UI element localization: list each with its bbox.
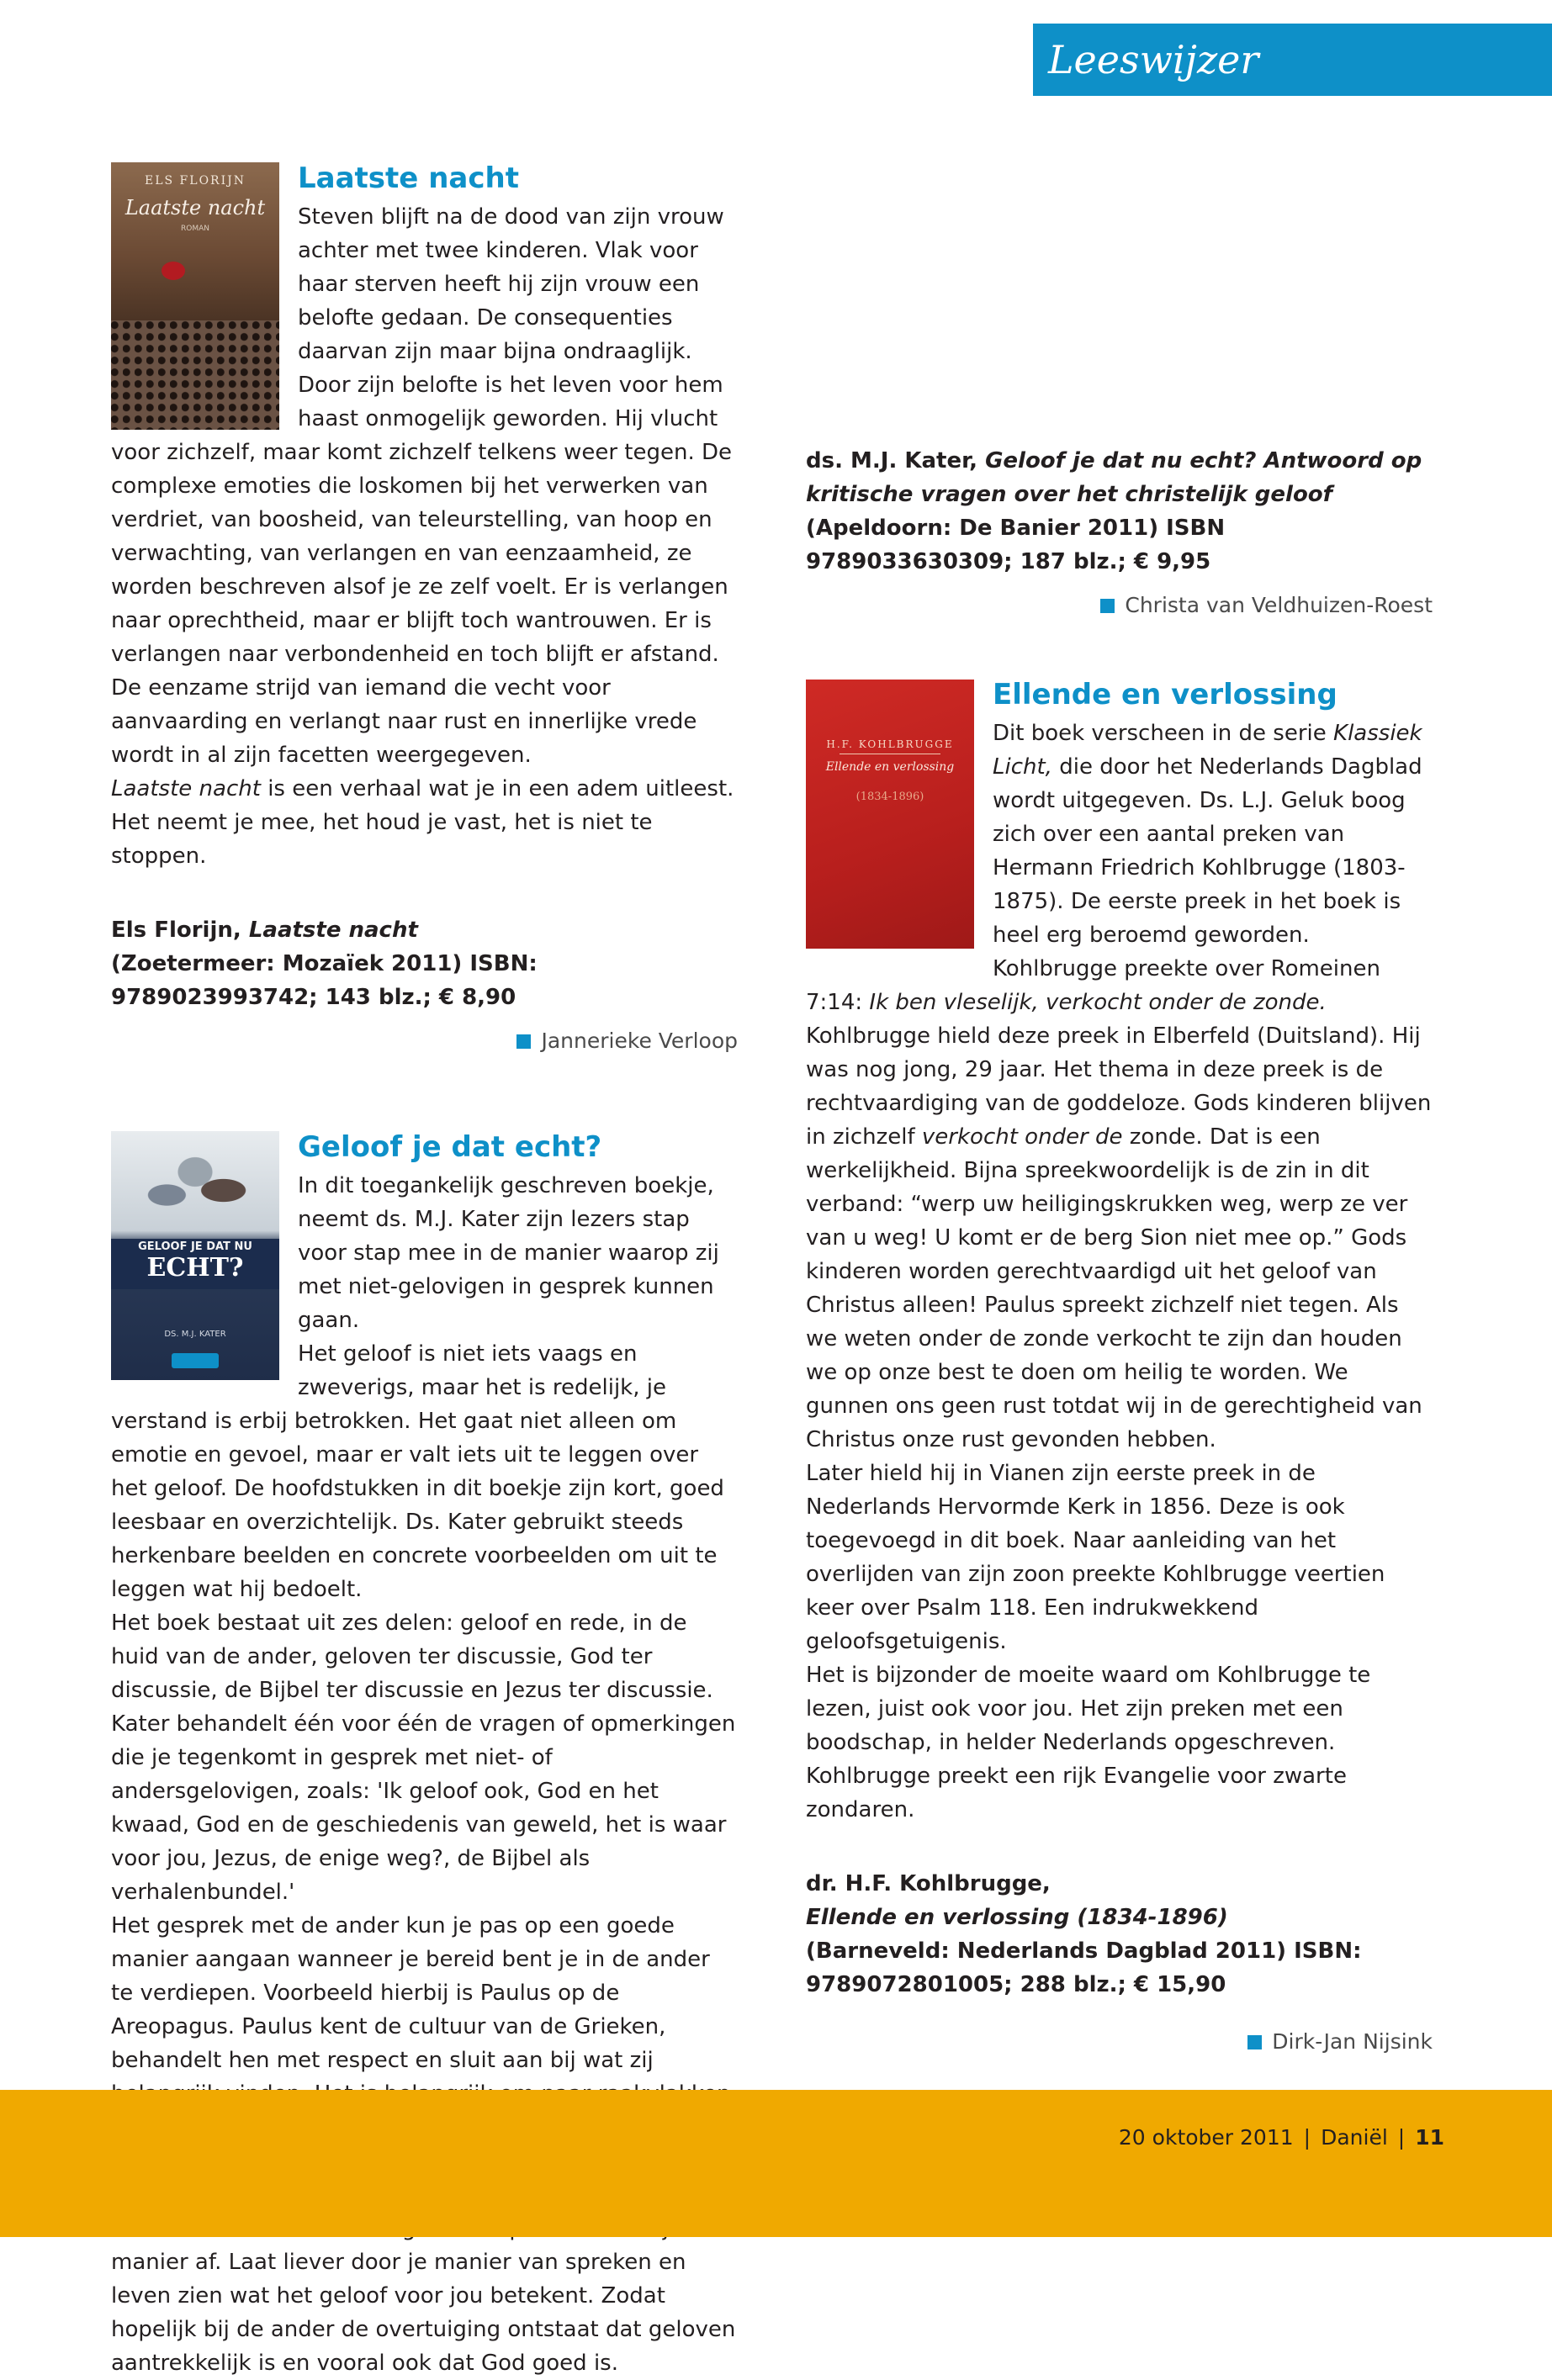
book-author: dr. H.F. Kohlbrugge,	[806, 1871, 1051, 1896]
publisher-logo-icon	[172, 1353, 219, 1368]
reviewer-name: Christa van Veldhuizen-Roest	[1125, 593, 1433, 617]
cover-title-line2: ECHT?	[146, 1253, 244, 1283]
book-cover-ellende-en-verlossing	[806, 680, 974, 949]
book-title: Geloof je dat nu echt? Antwoord op kritische vragen over het christelijk geloof	[806, 448, 1422, 507]
cover-author: H.F. KOHLBRUGGE	[826, 738, 954, 750]
page-number: 11	[1415, 2125, 1444, 2150]
cover-author: DS. M.J. KATER	[164, 1330, 226, 1339]
separator: |	[1397, 2125, 1406, 2150]
book-details	[806, 1867, 1433, 2002]
dress-illustration	[111, 320, 279, 430]
italic-phrase: verkocht onder de	[921, 1124, 1123, 1150]
text-run: zonde. Dat is een werkelijkheid. Bijna spreekwoordelijk is de zin in dit verband: “werp uw heiligingskrukken weg, werp ze ver van u weg! U komt er de berg Sion niet mee op.” Gods kinderen worden gerechtvaardigd uit het geloof van Christus alleen! Paulus spreekt zichzelf niet tegen. Als we weten onder de zonde verkocht te zijn dan houden we op onze best te doen om heilig te worden. We gunnen ons geen rust totdat wij in de gerechtigheid van Christus onze rust gevonden hebben.	[806, 1124, 1422, 1452]
book-publication: (Zoetermeer: Mozaïek 2011) ISBN: 9789023993742; 143 blz.; € 8,90	[111, 951, 538, 1010]
reviewer-credit	[111, 1024, 738, 1058]
review-paragraph: Het boek bestaat uit zes delen: geloof en rede, in de huid van de ander, geloven ter discussie, God ter discussie, de Bijbel ter discussie en Jezus ter discussie. Kater behandelt één voor één de vragen of opmerkingen die je tegenkomt in gesprek met niet- of andersgelovigen, zoals: 'Ik geloof ook, God en het kwaad, God en de geschiedenis van geweld, het is waar voor jou, Jezus, de enige weg?, de Bijbel als verhalenbundel.'	[111, 1610, 736, 1905]
separator: |	[1303, 2125, 1311, 2150]
series-name: Klassiek Licht,	[993, 721, 1422, 780]
review-title: Ellende en verlossing	[993, 678, 1337, 711]
book-author: ds. M.J. Kater,	[806, 448, 986, 473]
review-paragraph: Het gesprek met de ander kun je pas op een goede manier aangaan wanneer je bereid bent je in de ander te verdiepen. Voorbeeld hierbij is Paulus op de Areopagus. Paulus kent de cultuur van de Grieken, behandelt hen met respect en sluit aan bij wat zij manier af. Laat liever door je manier van spreken en leven zien wat het geloof voor jou betekent. Zodat hopelijk bij de ander de overtuiging ontstaat dat geloven aantrekkelijk is en vooral ook dat God goed is.	[111, 1913, 736, 2376]
review-paragraph: Steven blijft na de dood van zijn vrouw achter met twee kinderen. Vlak voor haar sterven heeft hij zijn vrouw een belofte gedaan. De consequenties daarvan zijn maar bijna ondraaglijk. Door zijn belofte is het leven voor hem haast onmogelijk geworden. Hij vlucht voor zichzelf, maar komt zichzelf telkens weer tegen. De complexe emoties die loskomen bij het verwerken van verdriet, van boosheid, van teleurstelling, van hoop en verwachting, van verlangen en van eenzaamheid, ze worden beschreven alsof je ze zelf voelt. Er is verlangen naar oprechtheid, maar er blijft toch wantrouwen. Er is verlangen naar verbondenheid en toch blijft er afstand. De eenzame strijd van iemand die vecht voor aanvaarding en verlangt naar rust en innerlijke vrede wordt in al zijn facetten weergegeven.	[111, 204, 733, 768]
right-column	[806, 167, 1433, 2059]
text-run: Dit boek verscheen in de serie	[993, 721, 1334, 746]
square-bullet-icon	[516, 1034, 531, 1049]
footer-info	[1119, 2125, 1444, 2150]
left-column	[111, 160, 738, 2380]
review-geloof-details	[806, 444, 1433, 622]
review-title: Geloof je dat echt?	[298, 1130, 602, 1164]
square-bullet-icon	[1100, 599, 1115, 613]
reviewer-name: Dirk-Jan Nijsink	[1272, 2029, 1433, 2054]
reviewer-name: Jannerieke Verloop	[541, 1029, 738, 1053]
book-publication: (Apeldoorn: De Banier 2011) ISBN 9789033630309; 187 blz.; € 9,95	[806, 516, 1226, 574]
paragraph-text: is een verhaal wat je in een adem uitleest. Het neemt je mee, het houd je vast, het is niet te stoppen.	[111, 776, 734, 869]
magazine-name: Daniël	[1321, 2125, 1388, 2150]
book-cover-geloof-je-dat-nu-echt	[111, 1131, 279, 1380]
people-photo	[124, 1140, 266, 1232]
text-run: Kohlbrugge hield deze preek in Elberfeld (Duitsland). Hij was nog jong, 29 jaar. Het thema in deze preek is de rechtvaardiging van de goddeloze. Gods kinderen blijven in zichzelf	[806, 1023, 1432, 1150]
book-author: Els Florijn,	[111, 918, 249, 943]
issue-date: 20 oktober 2011	[1118, 2125, 1294, 2150]
cover-title: Ellende en verlossing	[825, 760, 955, 774]
cover-subtitle: ROMAN	[181, 225, 209, 233]
review-paragraph	[111, 772, 738, 873]
review-paragraph: In dit toegankelijk geschreven boekje, neemt ds. M.J. Kater zijn lezers stap voor stap mee in de manier waarop zij met niet-gelovigen in gesprek kunnen gaan.	[298, 1173, 719, 1333]
review-paragraph: Later hield hij in Vianen zijn eerste preek in de Nederlands Hervormde Kerk in 1856. Deze is ook toegevoegd in dit boek. Naar aanleiding van het overlijden van zijn zoon preekte Kohlbrugge veertien keer over Psalm 118. Een indrukwekkend geloofsgetuigenis.	[806, 1461, 1385, 1654]
reviewer-credit	[806, 589, 1433, 622]
section-title: Leeswijzer	[1033, 24, 1552, 96]
footer-bar	[0, 2090, 1552, 2237]
book-title: Laatste nacht	[248, 918, 418, 943]
cover-title-line1: GELOOF JE DAT NU	[138, 1240, 252, 1253]
review-laatste-nacht	[111, 160, 738, 1058]
cover-author: ELS FLORIJN	[145, 174, 246, 188]
review-title: Laatste nacht	[298, 161, 519, 195]
bible-quote: Ik ben vleselijk, verkocht onder de zonde.	[869, 990, 1327, 1015]
book-title-inline: Laatste nacht	[111, 776, 261, 801]
book-cover-laatste-nacht	[111, 162, 279, 430]
square-bullet-icon	[1247, 2035, 1262, 2049]
rose-illustration	[162, 262, 185, 280]
review-paragraph: Het is bijzonder de moeite waard om Kohlbrugge te lezen, juist ook voor jou. Het zijn preken met een boodschap, in helder Nederlands opgeschreven. Kohlbrugge preekt een rijk Evangelie voor zwarte zondaren.	[806, 1663, 1371, 1822]
book-details	[806, 444, 1433, 579]
review-ellende-en-verlossing	[806, 676, 1433, 2059]
book-details	[111, 913, 738, 1014]
cover-title: Laatste nacht	[124, 196, 266, 219]
book-title: Ellende en verlossing (1834-1896)	[806, 1905, 1228, 1930]
cover-years: (1834-1896)	[855, 791, 924, 803]
text-run: die door het Nederlands Dagblad wordt uitgegeven. Ds. L.J. Geluk boog zich over een aantal preken van Hermann Friedrich Kohlbrugge (1803-1875). De eerste preek in het boek is heel erg beroemd geworden. Kohlbrugge preekte over Romeinen 7:14:	[806, 754, 1422, 1015]
reviewer-credit	[806, 2025, 1433, 2059]
book-publication: (Barneveld: Nederlands Dagblad 2011) ISBN: 9789072801005; 288 blz.; € 15,90	[806, 1938, 1362, 1997]
review-paragraph: Het geloof is niet iets vaags en zweverigs, maar het is redelijk, je verstand is erbij betrokken. Het gaat niet alleen om emotie en gevoel, maar er valt iets uit te leggen over het geloof. De hoofdstukken in dit boekje zijn kort, goed leesbaar en overzichtelijk. Ds. Kater gebruikt steeds herkenbare beelden en concrete voorbeelden om uit te leggen wat hij bedoelt.	[111, 1341, 724, 1602]
